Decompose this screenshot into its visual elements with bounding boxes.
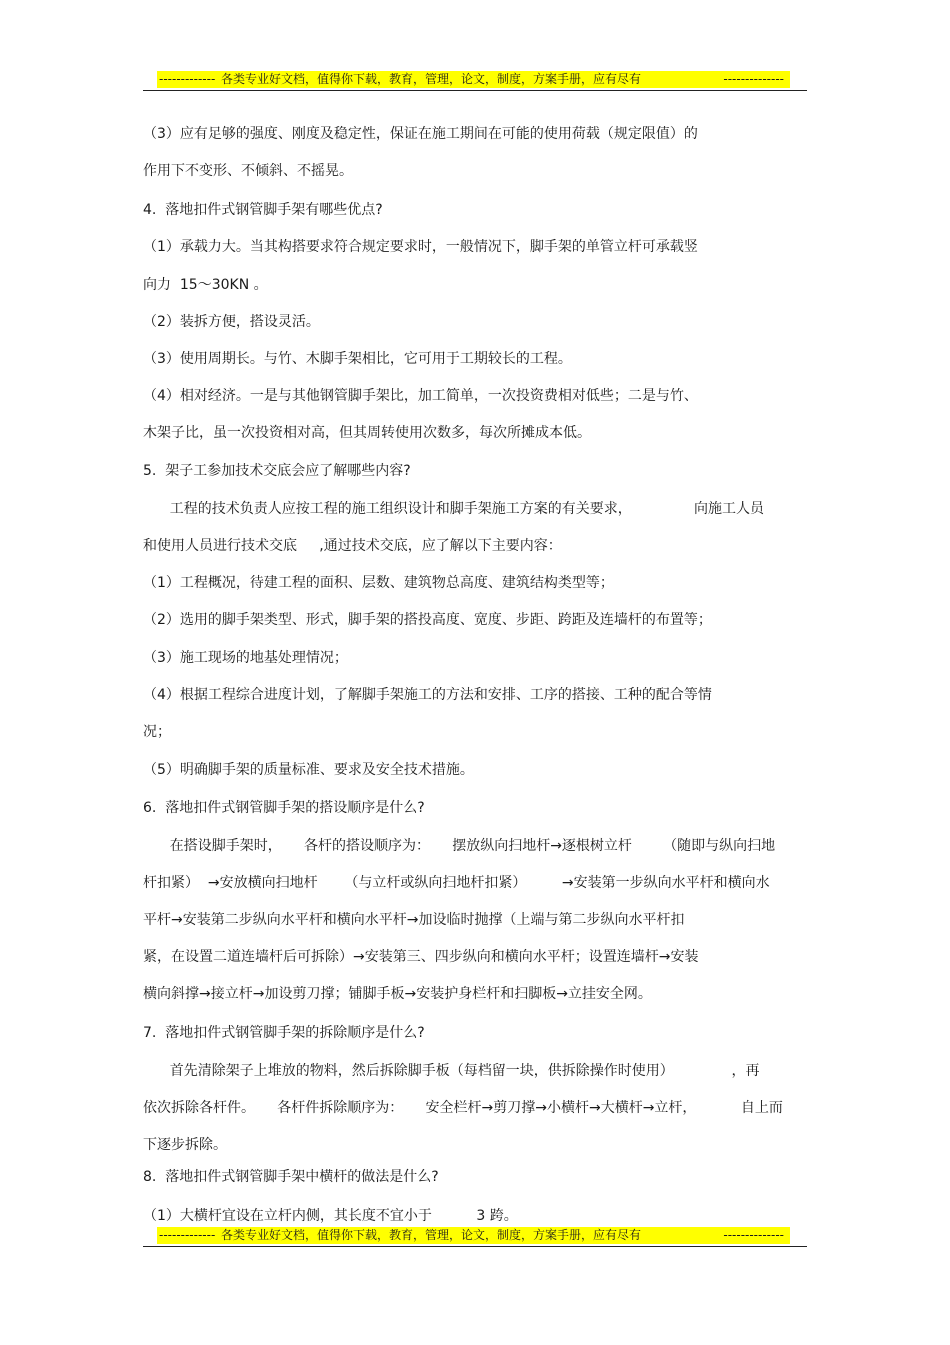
text-line: 横向斜撑→接立杆→加设剪刀撑；铺脚手板→安装护身栏杆和扫脚板→立挂安全网。 [143, 986, 652, 1002]
header-banner-text: 各类专业好文档，值得你下载，教育，管理，论文，制度，方案手册，应有尽有 [221, 72, 642, 86]
text-line: 向力 15～30KN 。 [143, 277, 268, 293]
text-line: （5）明确脚手架的质量标准、要求及安全技术措施。 [143, 762, 474, 778]
text-line: 杆扣紧） →安放横向扫地杆 （与立杆或纵向扫地杆扣紧） →安装第一步纵向水平杆和横向水 [143, 875, 770, 891]
text-line: 平杆→安装第二步纵向水平杆和横向水平杆→加设临时抛撑（上端与第二步纵向水平杆扣 [143, 912, 685, 928]
text-line: 下逐步拆除。 [143, 1137, 227, 1153]
text-line: 依次拆除各杆件。 各杆件拆除顺序为： 安全栏杆→剪刀撑→小横杆→大横杆→立杆， 自上而 [143, 1100, 783, 1116]
text-line: （2）装拆方便，搭设灵活。 [143, 314, 320, 330]
text-line: 和使用人员进行技术交底 ,通过技术交底，应了解以下主要内容： [143, 538, 562, 554]
text-line: （2）选用的脚手架类型、形式，脚手架的搭投高度、宽度、步距、跨距及连墙杆的布置等； [143, 612, 712, 628]
footer-banner-right-dashes: -------------- [723, 1228, 784, 1242]
footer-banner [157, 1227, 790, 1244]
text-line: 木架子比，虽一次投资相对高，但其周转使用次数多，每次所摊成本低。 [143, 425, 591, 441]
section-heading: 4. 落地扣件式钢管脚手架有哪些优点? [143, 202, 383, 218]
section-heading: 7. 落地扣件式钢管脚手架的拆除顺序是什么? [143, 1025, 425, 1041]
text-line: 作用下不变形、不倾斜、不摇晃。 [143, 163, 353, 179]
header-banner-left-dashes: ------------- [159, 72, 216, 86]
text-line: （1）大横杆宜设在立杆内侧，其长度不宜小于 3 跨。 [143, 1208, 518, 1224]
section-heading: 5. 架子工参加技术交底会应了解哪些内容? [143, 463, 411, 479]
footer-banner-text: 各类专业好文档，值得你下载，教育，管理，论文，制度，方案手册，应有尽有 [221, 1228, 642, 1242]
footer-banner-left-dashes: ------------- [159, 1228, 216, 1242]
header-rule [143, 90, 807, 91]
text-line: 首先清除架子上堆放的物料，然后拆除脚手板（每档留一块，供拆除操作时使用） ，再 [143, 1063, 760, 1079]
text-line: 况； [143, 724, 171, 740]
text-line: 在搭设脚手架时， 各杆的搭设顺序为： 摆放纵向扫地杆→逐根树立杆 （随即与纵向扫地 [143, 838, 776, 854]
text-line: （4）相对经济。一是与其他钢管脚手架比，加工简单，一次投资费相对低些；二是与竹、 [143, 388, 698, 404]
text-line: （1）承载力大。当其构搭要求符合规定要求时，一般情况下，脚手架的单管立杆可承载竖 [143, 239, 698, 255]
text-line: 工程的技术负责人应按工程的施工组织设计和脚手架施工方案的有关要求， 向施工人员 [143, 501, 765, 517]
text-line: （1）工程概况，待建工程的面积、层数、建筑物总高度、建筑结构类型等； [143, 575, 614, 591]
footer-rule [143, 1246, 807, 1247]
text-line: （3）应有足够的强度、刚度及稳定性，保证在施工期间在可能的使用荷载（规定限值）的 [143, 126, 698, 142]
header-banner-right-dashes: -------------- [723, 72, 784, 86]
header-banner [157, 71, 790, 88]
text-line: （3）使用周期长。与竹、木脚手架相比，它可用于工期较长的工程。 [143, 351, 572, 367]
section-heading: 8. 落地扣件式钢管脚手架中横杆的做法是什么? [143, 1169, 439, 1185]
text-line: （4）根据工程综合进度计划，了解脚手架施工的方法和安排、工序的搭接、工种的配合等情 [143, 687, 712, 703]
text-line: （3）施工现场的地基处理情况； [143, 650, 348, 666]
text-line: 紧，在设置二道连墙杆后可拆除）→安装第三、四步纵向和横向水平杆；设置连墙杆→安装 [143, 949, 699, 965]
section-heading: 6. 落地扣件式钢管脚手架的搭设顺序是什么? [143, 800, 425, 816]
